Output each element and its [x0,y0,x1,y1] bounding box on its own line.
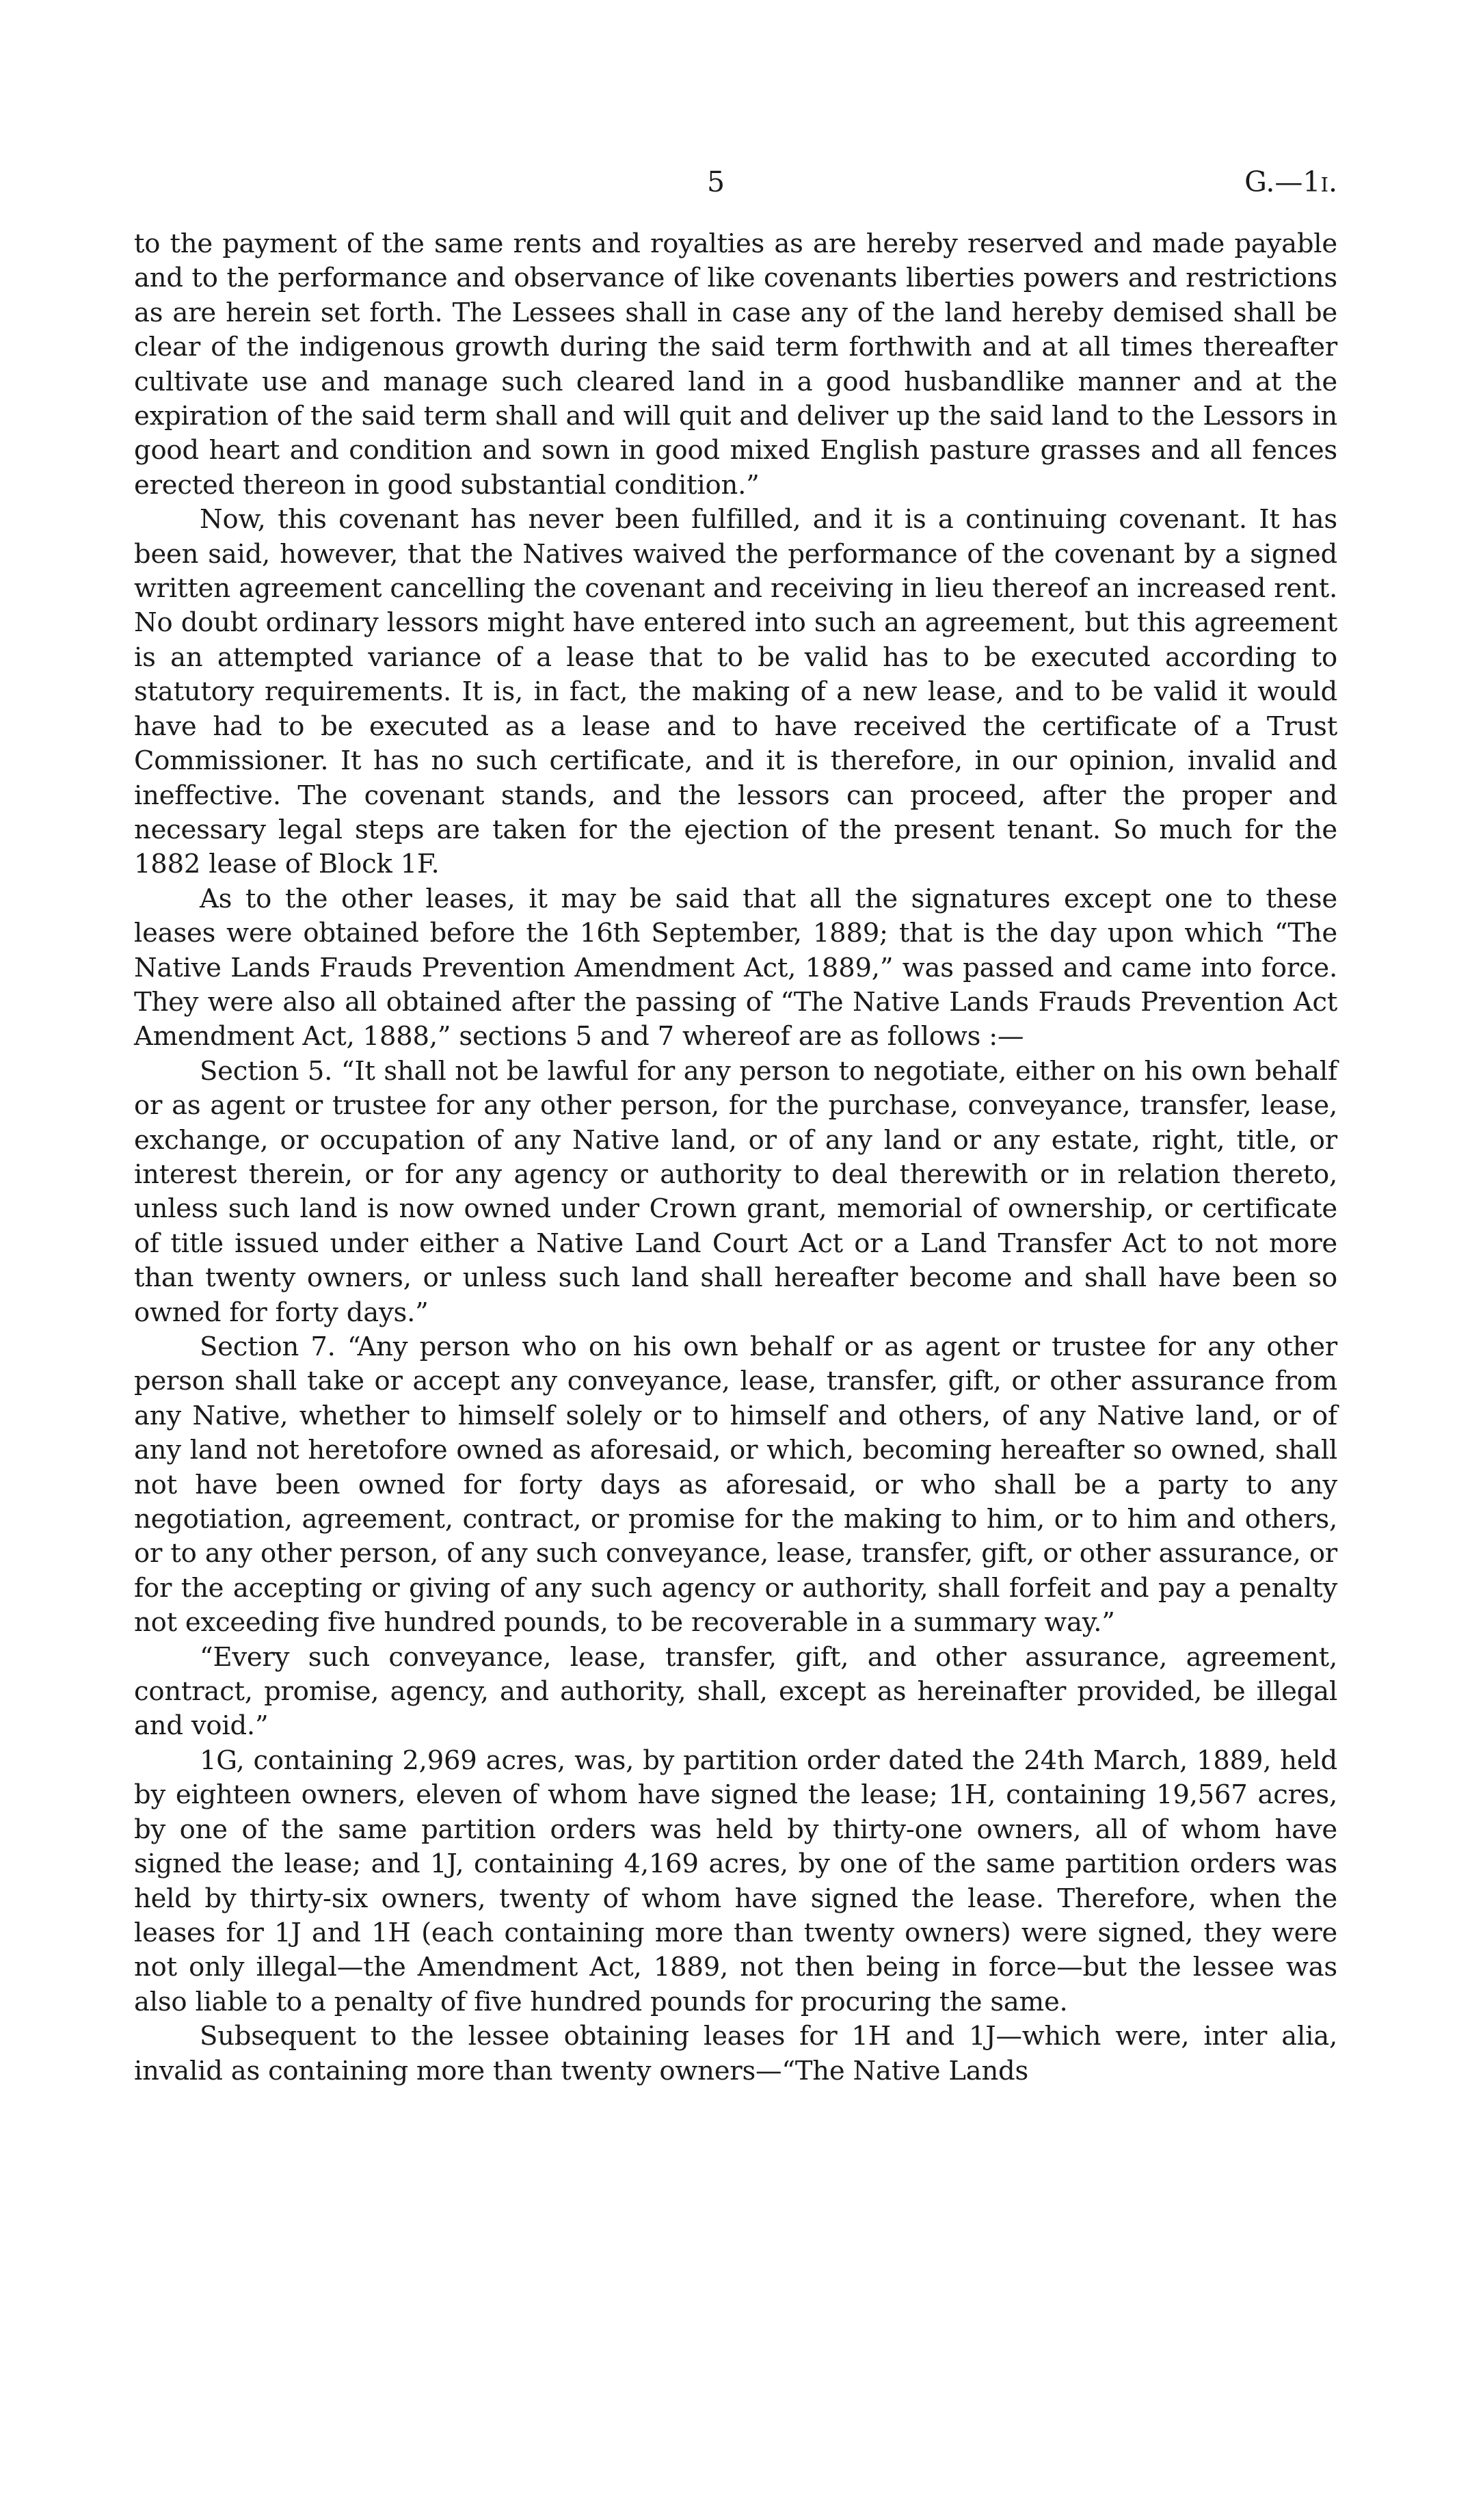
paragraph-covenant-unfulfilled: Now, this covenant has never been fulfilled, and it is a continuing covenant. It has been said, however, that the Natives waived the performance of the covenant by a signed written agreement cancelling the covenant and receiving in lieu thereof an increased rent. No doubt ordinary lessors might have entered into such an agreement, but this agreement is an attempted variance of a lease that to be valid has to be executed according to statutory requirements. It is, in fact, the making of a new lease, and to be valid it would have had to be executed as a lease and to have received the certificate of a Trust Commissioner. It has no such certificate, and it is therefore, in our opinion, invalid and ineffective. The covenant stands, and the lessors can proceed, after the proper and necessary legal steps are taken for the ejection of the present tenant. So much for the 1882 lease of Block 1F. [134,504,1337,880]
paragraph-other-leases: As to the other leases, it may be said that all the signatures except one to these leases were obtained before the 16th September, 1889; that is the day upon which “The Native Lands Frauds Prevention Amendment Act, 1889,” was passed and came into force. They were also all obtained after the passing of “The Native Lands Frauds Prevention Act Amendment Act, 1888,” sections 5 and 7 whereof are as follows :— [134,883,1337,1052]
paragraph-subsequent-leases: Subsequent to the lessee obtaining leases for 1H and 1J—which were, inter alia, invalid as containing more than twenty owners—“The Native Lands [134,2021,1337,2086]
paragraph-section-7: Section 7. “Any person who on his own behalf or as agent or trustee for any other person shall take or accept any conveyance, lease, transfer, gift, or other assurance from any Native, whether to himself solely or to himself and others, of any Native land, or of any land not heretofore owned as aforesaid, or which, becoming hereafter so owned, shall not have been owned for forty days as aforesaid, or who shall be a party to any negotiation, agreement, contract, or promise for the making to him, or to him and others, or to any other person, of any such conveyance, lease, transfer, gift, or other assurance, or for the accepting or giving of any such agency or authority, shall forfeit and pay a penalty not exceeding five hundred pounds, to be recoverable in a summary way.” [134,1331,1337,1639]
paragraph-section-5: Section 5. “It shall not be lawful for any person to negotiate, either on his own behalf or as agent or trustee for any other person, for the purchase, conveyance, transfer, lease, exchange, or occupation of any Native land, or of any land or any estate, right, title, or interest therein, or for any agency or authority to deal therewith or in relation thereto, unless such land is now owned under Crown grant, memorial of ownership, or certificate of title issued under either a Native Land Court Act or a Land Transfer Act to not more than twenty owners, or unless such land shall hereafter become and shall have been so owned for forty days.” [134,1055,1337,1328]
page-header [134,161,1337,202]
body-text [134,227,1337,2088]
paragraph-lease-covenant-quote: to the payment of the same rents and royalties as are hereby reserved and made payable and to the performance and observance of like covenants liberties powers and restrictions as are herein set forth. The Lessees shall in case any of the land hereby demised shall be clear of the indigenous growth during the said term forthwith and at all times thereafter cultivate use and manage such cleared land in a good husbandlike manner and at the expiration of the said term shall and will quit and deliver up the said land to the Lessors in good heart and condition and sown in good mixed English pasture grasses and all fences erected thereon in good substantial condition.” [134,228,1337,501]
document-reference: G.—1i. [1244,165,1337,198]
paragraph-block-owners: 1G, containing 2,969 acres, was, by partition order dated the 24th March, 1889, held by eighteen owners, eleven of whom have signed the lease; 1H, containing 19,567 acres, by one of the same partition orders was held by thirty-one owners, all of whom have signed the lease; and 1J, containing 4,169 acres, by one of the same partition orders was held by thirty-six owners, twenty of whom have signed the lease. Therefore, when the leases for 1J and 1H (each containing more than twenty owners) were signed, they were not only illegal—the Amendment Act, 1889, not then being in force—but the lessee was also liable to a penalty of five hundred pounds for procuring the same. [134,1745,1337,2017]
page-number: 5 [707,165,725,198]
paragraph-illegal-and-void: “Every such conveyance, lease, transfer, gift, and other assurance, agreement, contract, promise, agency, and authority, shall, except as hereinafter provided, be illegal and void.” [134,1641,1337,1742]
